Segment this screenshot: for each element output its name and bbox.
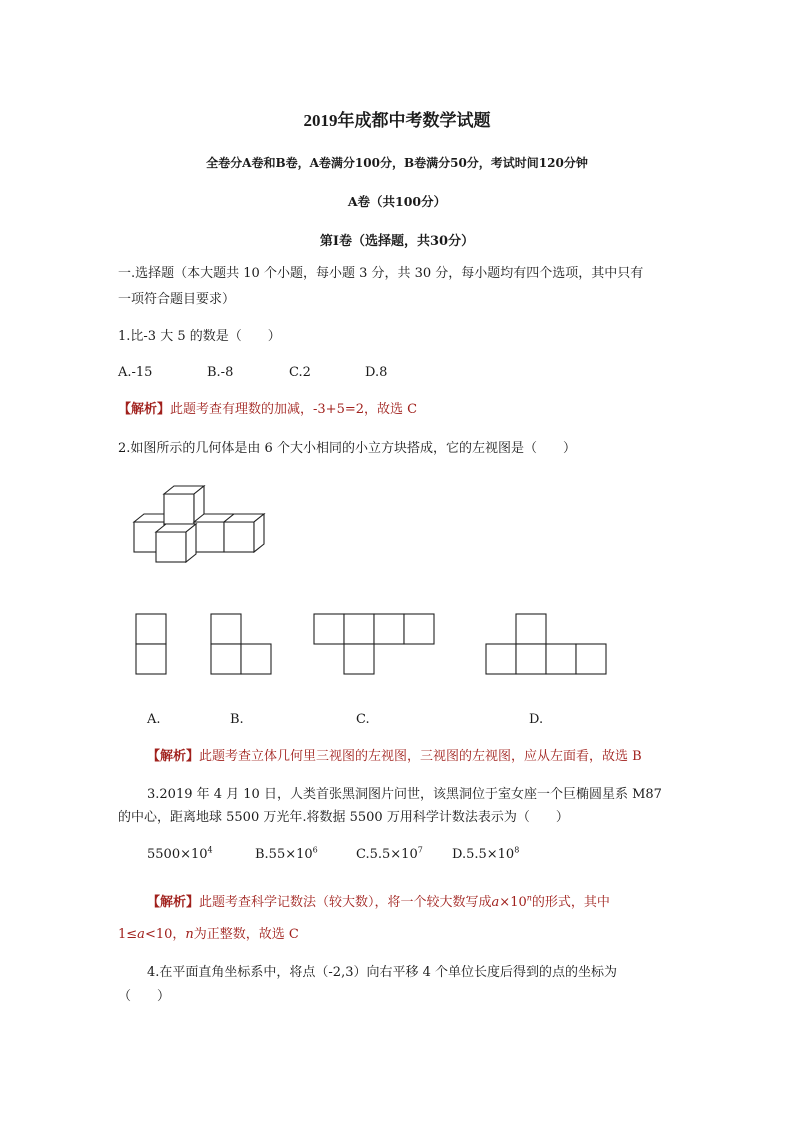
option-d-square [486,644,516,674]
option-d-square [546,644,576,674]
page-title: 2019年成都中考数学试题 [303,111,491,130]
question-4-stem-line2: （ ） [118,989,171,1004]
q2-analysis [147,748,642,766]
q3-option-a [147,846,213,864]
question-3-stem-line2: 的中心，距离地球 5500 万光年.将数据 5500 万用科学计数法表示为（ ） [118,810,569,825]
q3-option-d [452,846,519,864]
cube-solid-figure [120,480,280,570]
section-intro-line1: 一.选择题（本大题共 10 个小题，每小题 3 分，共 30 分，每小题均有四个选项，其中只有 [118,266,644,281]
option-c-square [314,614,344,644]
option-a-square [136,644,166,674]
q3-analysis-line2 [118,926,299,944]
option-b-square [241,644,271,674]
part-1-heading: 第Ⅰ卷（选择题，共30分） [319,234,475,249]
q2-option-a: A. [147,712,161,727]
analysis-text: 此题考查科学记数法（较大数），将一个较大数写成 [199,895,492,910]
question-2-stem: 2.如图所示的几何体是由 6 个大小相同的小立方块搭成，它的左视图是（ ） [118,441,576,456]
q3-option-d-exp: 8 [514,845,520,855]
var-n: n [185,927,194,942]
analysis-tag: 【解析】 [147,749,200,764]
q3-option-c-base: C.5.5×10 [356,847,418,862]
option-c-square [374,614,404,644]
q3-option-b-exp: 6 [312,845,318,855]
ineq-right: <10， [144,927,186,942]
q1-option-d: D.8 [365,365,388,380]
cube-face [194,522,224,552]
view-options-figure [130,608,620,680]
option-d-square [516,614,546,644]
analysis-tag: 【解析】 [118,402,171,417]
question-1-stem: 1.比-3 大 5 的数是（ ） [118,329,281,344]
var-a: a [491,895,500,910]
option-a-square [136,614,166,644]
q2-option-b: B. [230,712,244,727]
question-3-stem-line1: 3.2019 年 4 月 10 日，人类首张黑洞图片问世，该黑洞位于室女座一个巨椭圆星系 M87 [147,787,662,802]
q3-option-c [356,846,423,864]
q3-option-d-base: D.5.5×10 [452,847,515,862]
q2-option-c: C. [356,712,370,727]
analysis-text: 此题考查有理数的加减，-3+5=2，故选 C [170,402,418,417]
analysis-text-2: 的形式，其中 [531,895,610,910]
section-intro-line2: 一项符合题目要求） [118,292,236,307]
cube-face [224,522,254,552]
exam-info: 全卷分A卷和B卷，A卷满分100分，B卷满分50分，考试时间120分钟 [206,156,588,170]
option-b-square [211,644,241,674]
q3-option-a-exp: 4 [207,845,213,855]
option-c-square [404,614,434,644]
option-d-square [516,644,546,674]
analysis-conclusion: 为正整数，故选 C [193,927,299,942]
analysis-text: 此题考查立体几何里三视图的左视图，三视图的左视图，应从左面看，故选 B [199,749,642,764]
q1-analysis [118,401,417,419]
option-b-square [211,614,241,644]
times-ten: ×10 [499,895,527,910]
q3-option-b-base: B.55×10 [255,847,313,862]
q1-option-c: C.2 [289,365,311,380]
paper-a-heading: A卷（共100分） [347,194,447,209]
option-c-square [344,644,374,674]
cube-face [164,494,194,524]
exp-n: n [526,893,532,903]
question-4-stem-line1: 4.在平面直角坐标系中，将点（-2,3）向右平移 4 个单位长度后得到的点的坐标为 [147,965,618,980]
analysis-tag: 【解析】 [147,895,200,910]
q1-option-a: A.-15 [118,365,153,380]
option-d-square [576,644,606,674]
option-c-square [344,614,374,644]
var-a: a [137,927,145,942]
q3-analysis-line1 [147,894,610,912]
q2-option-d: D. [529,712,544,727]
q3-option-b [255,846,318,864]
q3-option-a-base: 5500×10 [147,847,208,862]
q3-option-c-exp: 7 [417,845,423,855]
cube-face [156,532,186,562]
q1-option-b: B.-8 [207,365,234,380]
ineq-left: 1≤ [118,927,138,942]
